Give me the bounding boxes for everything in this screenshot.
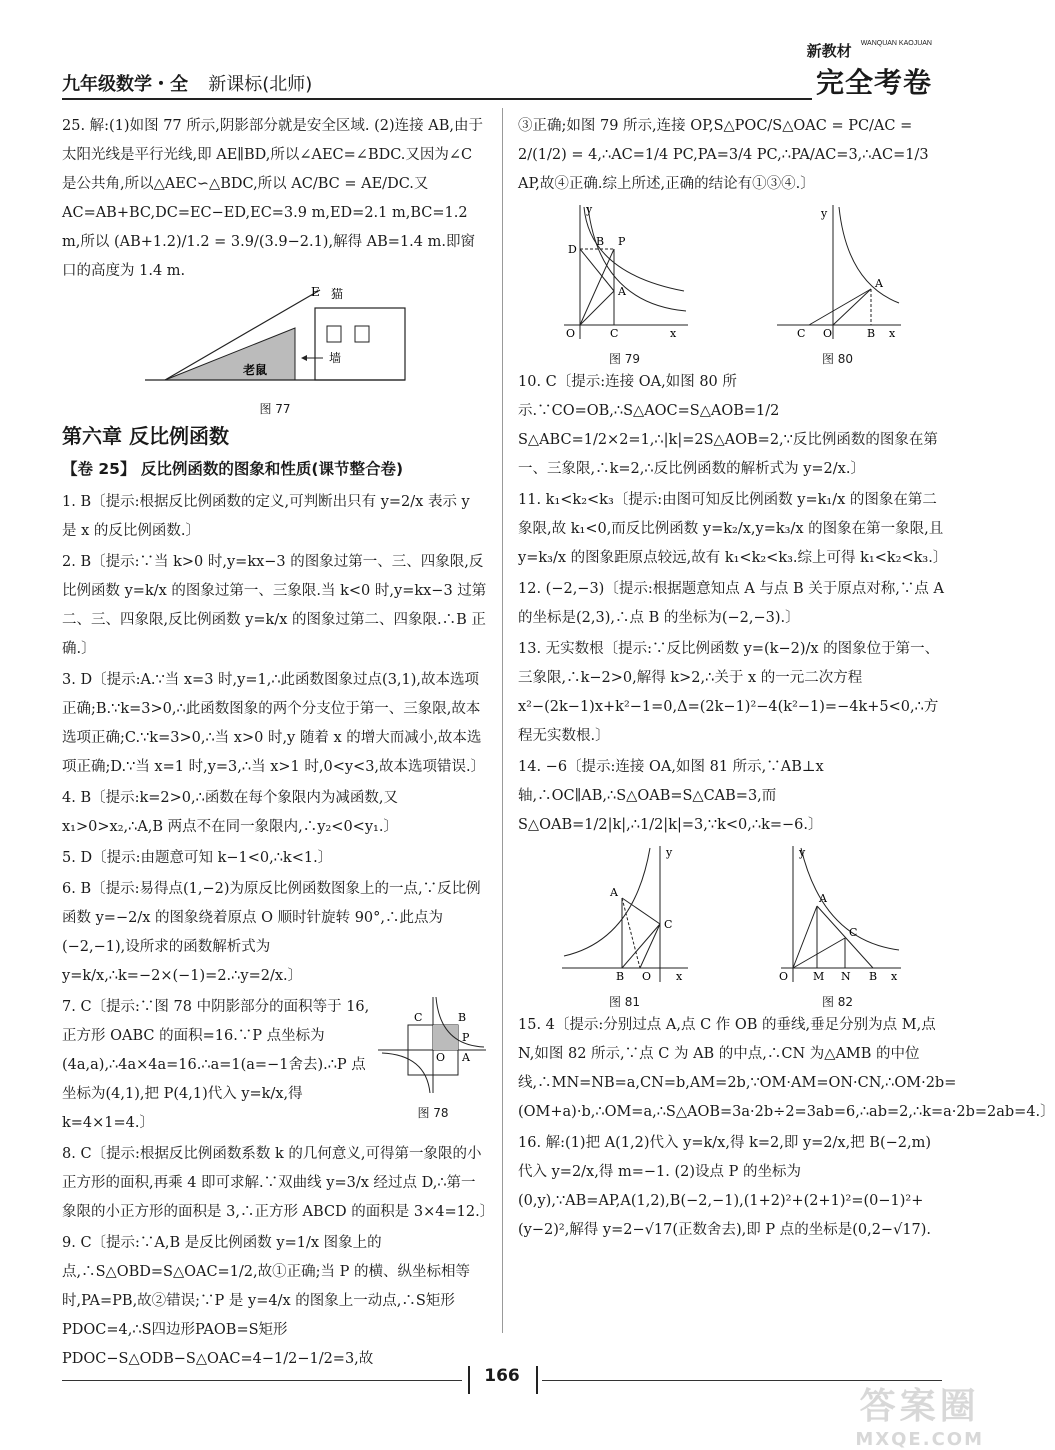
svg-text:B: B	[458, 1011, 467, 1024]
page-footer	[62, 1360, 942, 1400]
svg-text:y: y	[798, 846, 805, 859]
svg-text:x: x	[888, 327, 895, 340]
svg-text:D: D	[567, 243, 577, 256]
answer-3: 3. D〔提示:A.∵当 x=3 时,y=1,∴此函数图象过点(3,1),故本选项正确;B.∵k=3>0,∴此函数图象的两个分支位于第一、三象限,故本选项正确;C.∵k=3>0,∴当 x>0 时,y 随着 x 的增大而减小,故本选项正确;D.∵当 x=1 时,y=3,∴当 x>1 时,0<y<3,故本选项错误.〕	[62, 672, 486, 775]
figure-81-drawing	[560, 844, 690, 984]
svg-text:B: B	[866, 327, 875, 340]
svg-text:M: M	[812, 970, 824, 983]
svg-text:B: B	[615, 970, 624, 983]
answer-7: 7. C〔提示:∵图 78 中阴影部分的面积等于 16,正方形 OABC 的面积=16.∵P 点坐标为(4a,a),∴4a×4a=16.∴a=1(a=−1舍去).∴P 点坐标为(4,1),把 P(4,1)代入 y=k/x,得 k=4×1=4.〕	[62, 999, 370, 1131]
answer-10: 10. C〔提示:连接 OA,如图 80 所示.∵CO=OB,∴S△AOC=S△AOB=1/2 S△ABC=1/2×2=1,∴|k|=2S△AOB=2,∵反比例函数的图象在第一、三象限,∴k=2,∴反比例函数的解析式为 y=2/x.〕	[518, 374, 938, 477]
left-column	[62, 112, 495, 1376]
fig77-label-cat: 猫	[331, 287, 344, 301]
svg-text:C: C	[663, 918, 672, 931]
svg-text:C: C	[796, 327, 805, 340]
section-title: 【卷 25】 反比例函数的图象和性质(课节整合卷)	[62, 460, 404, 478]
answer-9: 9. C〔提示:∵A,B 是反比例函数 y=1/x 图象上的点,∴S△OBD=S△OAC=1/2,故①正确;当 P 的横、纵坐标相等时,PA=PB,故②错误;∵P 是 y=4/x 的图象上一动点,∴S矩形PDOC=4,∴S四边形PAOB=S矩形PDOC−S△ODB−S△OAC=4−1/2−1/2=3,故	[62, 1235, 471, 1367]
answer-9-continued: ③正确;如图 79 所示,连接 OP,S△POC/S△OAC = PC/AC = 2/(1/2) = 4,∴AC=1/4 PC,PA=3/4 PC,∴PA/AC=3,∴AC=1/3 AP,故④正确.综上所述,正确的结论有①③④.〕	[518, 118, 929, 192]
answer-16: 16. 解:(1)把 A(1,2)代入 y=k/x,得 k=2,即 y=2/x,把 B(−2,m)代入 y=2/x,得 m=−1. (2)设点 P 的坐标为(0,y),∵AB=AP,A(1,2),B(−2,−1),(1+2)²+(2+1)²=(0−1)²+(y−2)²,解得 y=2−√17(正数舍去),即 P 点的坐标是(0,2−√17).	[518, 1135, 932, 1238]
figure-81-caption: 图 81	[608, 995, 641, 1009]
figure-77-drawing	[145, 285, 405, 400]
svg-text:C: C	[609, 327, 618, 340]
column-divider	[502, 108, 503, 1333]
svg-text:x: x	[890, 970, 897, 983]
figure-77	[62, 285, 488, 416]
svg-text:N: N	[840, 970, 851, 983]
answer-14: 14. −6〔提示:连接 OA,如图 81 所示,∵AB⊥x 轴,∴OC∥AB,∴S△OAB=S△CAB=3,而 S△OAB=1/2|k|,∴1/2|k|=3,∵k<0,∴k=−6.〕	[518, 759, 824, 833]
svg-text:C: C	[848, 926, 857, 939]
answer-25: 25. 解:(1)如图 77 所示,阴影部分就是安全区域. (2)连接 AB,由于太阳光线是平行光线,即 AE∥BD,所以∠AEC=∠BDC.又因为∠C 是公共角,所以△AEC∽△BDC,所以 AC/BC = AE/DC.又 AC=AB+BC,DC=EC−ED,EC=3.9 m,ED=2.1 m,BC=1.2 m,所以 (AB+1.2)/1.2 = 3.9/(3.9−2.1),解得 AB=1.4 m.即窗口的高度为 1.4 m.	[62, 118, 483, 279]
figure-79	[560, 203, 690, 366]
svg-text:O: O	[565, 327, 575, 340]
answer-15: 15. 4〔提示:分别过点 A,点 C 作 OB 的垂线,垂足分别为点 M,点 N,如图 82 所示,∵点 C 为 AB 的中点,∴CN 为△AMB 的中位线,∴MN=NB=a,CN=b,AM=2b,∵OM·AM=ON·CN,∴OM·2b=(OM+a)·b,∴OM=a,∴S△AOB=3a·2b÷2=3ab=6,∴ab=2,∴k=a·2b=2ab=4.〕	[518, 1017, 1055, 1120]
watermark	[855, 1378, 984, 1450]
figure-79-drawing	[560, 203, 690, 341]
page-number: 166	[484, 1366, 520, 1386]
answer-8: 8. C〔提示:根据反比例函数系数 k 的几何意义,可得第一象限的小正方形的面积,再乘 4 即可求解.∵双曲线 y=3/x 经过点 D,∴第一象限的小正方形的面积是 3,∴正方形 ABCD 的面积是 3×4=12.〕	[62, 1146, 495, 1220]
figure-82	[773, 844, 903, 1009]
fig77-label-wall: 墙	[329, 351, 342, 365]
answer-12: 12. (−2,−3)〔提示:根据题意知点 A 与点 B 关于原点对称,∵点 A 的坐标是(2,3),∴点 B 的坐标为(−2,−3).〕	[518, 581, 944, 626]
svg-text:y: y	[585, 203, 592, 216]
answer-13: 13. 无实数根〔提示:∵反比例函数 y=(k−2)/x 的图象位于第一、三象限,∴k−2>0,解得 k>2,∴关于 x 的一元二次方程 x²−(2k−1)x+k²−1=0,Δ=(2k−1)²−4(k²−1)=−4k+5<0,∴方程无实数根.〕	[518, 641, 940, 744]
page-header	[62, 40, 942, 100]
svg-text:B: B	[595, 235, 604, 248]
svg-text:O: O	[822, 327, 832, 340]
header-rule	[62, 98, 812, 100]
figure-82-caption: 图 82	[821, 995, 854, 1009]
figure-80-caption: 图 80	[821, 352, 854, 366]
svg-text:P: P	[617, 235, 625, 248]
footer-bar-left	[468, 1366, 470, 1394]
answer-5: 5. D〔提示:由题意可知 k−1<0,∴k<1.〕	[62, 850, 333, 866]
figure-80	[773, 203, 903, 366]
svg-text:A: A	[462, 1051, 470, 1064]
figure-78	[378, 995, 488, 1120]
brand-big: 完全考卷	[815, 66, 932, 99]
svg-text:O: O	[641, 970, 651, 983]
svg-text:y: y	[820, 207, 827, 220]
figure-77-caption: 图 77	[259, 402, 291, 416]
chapter-title: 第六章 反比例函数	[62, 424, 229, 448]
answer-1: 1. B〔提示:根据反比例函数的定义,可判断出只有 y=2/x 表示 y 是 x 的反比例函数.〕	[62, 494, 470, 539]
figure-80-drawing	[773, 203, 903, 341]
book-title	[62, 70, 312, 96]
svg-text:B: B	[868, 970, 877, 983]
figure-78-caption: 图 78	[417, 1106, 449, 1120]
brand-logo	[807, 40, 932, 101]
answer-6: 6. B〔提示:易得点(1,−2)为原反比例函数图象上的一点,∵反比例函数 y=−2/x 的图象绕着原点 O 顺时针旋转 90°,∴此点为(−2,−1),设所求的函数解析式为 y=k/x,∴k=−2×(−1)=2.∴y=2/x.〕	[62, 881, 481, 984]
fig77-label-e: E	[311, 285, 320, 299]
svg-text:A: A	[609, 886, 618, 899]
footer-rule-left	[62, 1380, 462, 1381]
answer-11: 11. k₁<k₂<k₃〔提示:由图可知反比例函数 y=k₁/x 的图象在第二象限,故 k₁<0,而反比例函数 y=k₂/x,y=k₃/x 的图象在第一象限,且 y=k₃/x 的图象距原点较远,故有 k₁<k₂<k₃.综上可得 k₁<k₂<k₃.〕	[518, 492, 948, 566]
svg-text:O: O	[436, 1051, 446, 1064]
svg-text:x: x	[669, 327, 676, 340]
answer-4: 4. B〔提示:k=2>0,∴函数在每个象限内为减函数,又 x₁>0>x₂,∴A,B 两点不在同一象限内,∴y₂<0<y₁.〕	[62, 790, 398, 835]
figures-81-82	[518, 844, 944, 1009]
svg-text:C: C	[414, 1011, 423, 1024]
answer-2: 2. B〔提示:∵当 k>0 时,y=kx−3 的图象过第一、三、四象限,反比例函数 y=k/x 的图象过第一、三象限.当 k<0 时,y=kx−3 过第二、三、四象限,反比例函数 y=k/x 的图象过第二、四象限.∴B 正确.〕	[62, 554, 487, 657]
figure-82-drawing	[773, 844, 903, 984]
svg-text:A: A	[818, 892, 827, 905]
svg-text:y: y	[665, 846, 672, 859]
footer-bar-right	[536, 1366, 538, 1394]
figures-79-80	[518, 203, 944, 366]
edition-label: 新课标(北师)	[208, 74, 313, 95]
svg-text:x: x	[675, 970, 682, 983]
watermark-line1: 答案圈	[859, 1386, 980, 1427]
figure-79-caption: 图 79	[608, 352, 641, 366]
svg-text:P: P	[462, 1031, 470, 1044]
watermark-line2: MXQE.COM	[855, 1429, 984, 1450]
fig77-label-mouse: 老鼠	[243, 363, 268, 377]
brand-pinyin: WANQUAN KAOJUAN	[860, 40, 932, 47]
figure-81	[560, 844, 690, 1009]
brand-small: 新教材	[806, 42, 852, 60]
svg-text:O: O	[778, 970, 788, 983]
right-column	[518, 112, 1055, 1247]
svg-text:A: A	[874, 277, 883, 290]
book-name: 九年级数学・全	[62, 74, 188, 95]
figure-78-drawing	[378, 995, 488, 1095]
svg-text:A: A	[617, 285, 626, 298]
